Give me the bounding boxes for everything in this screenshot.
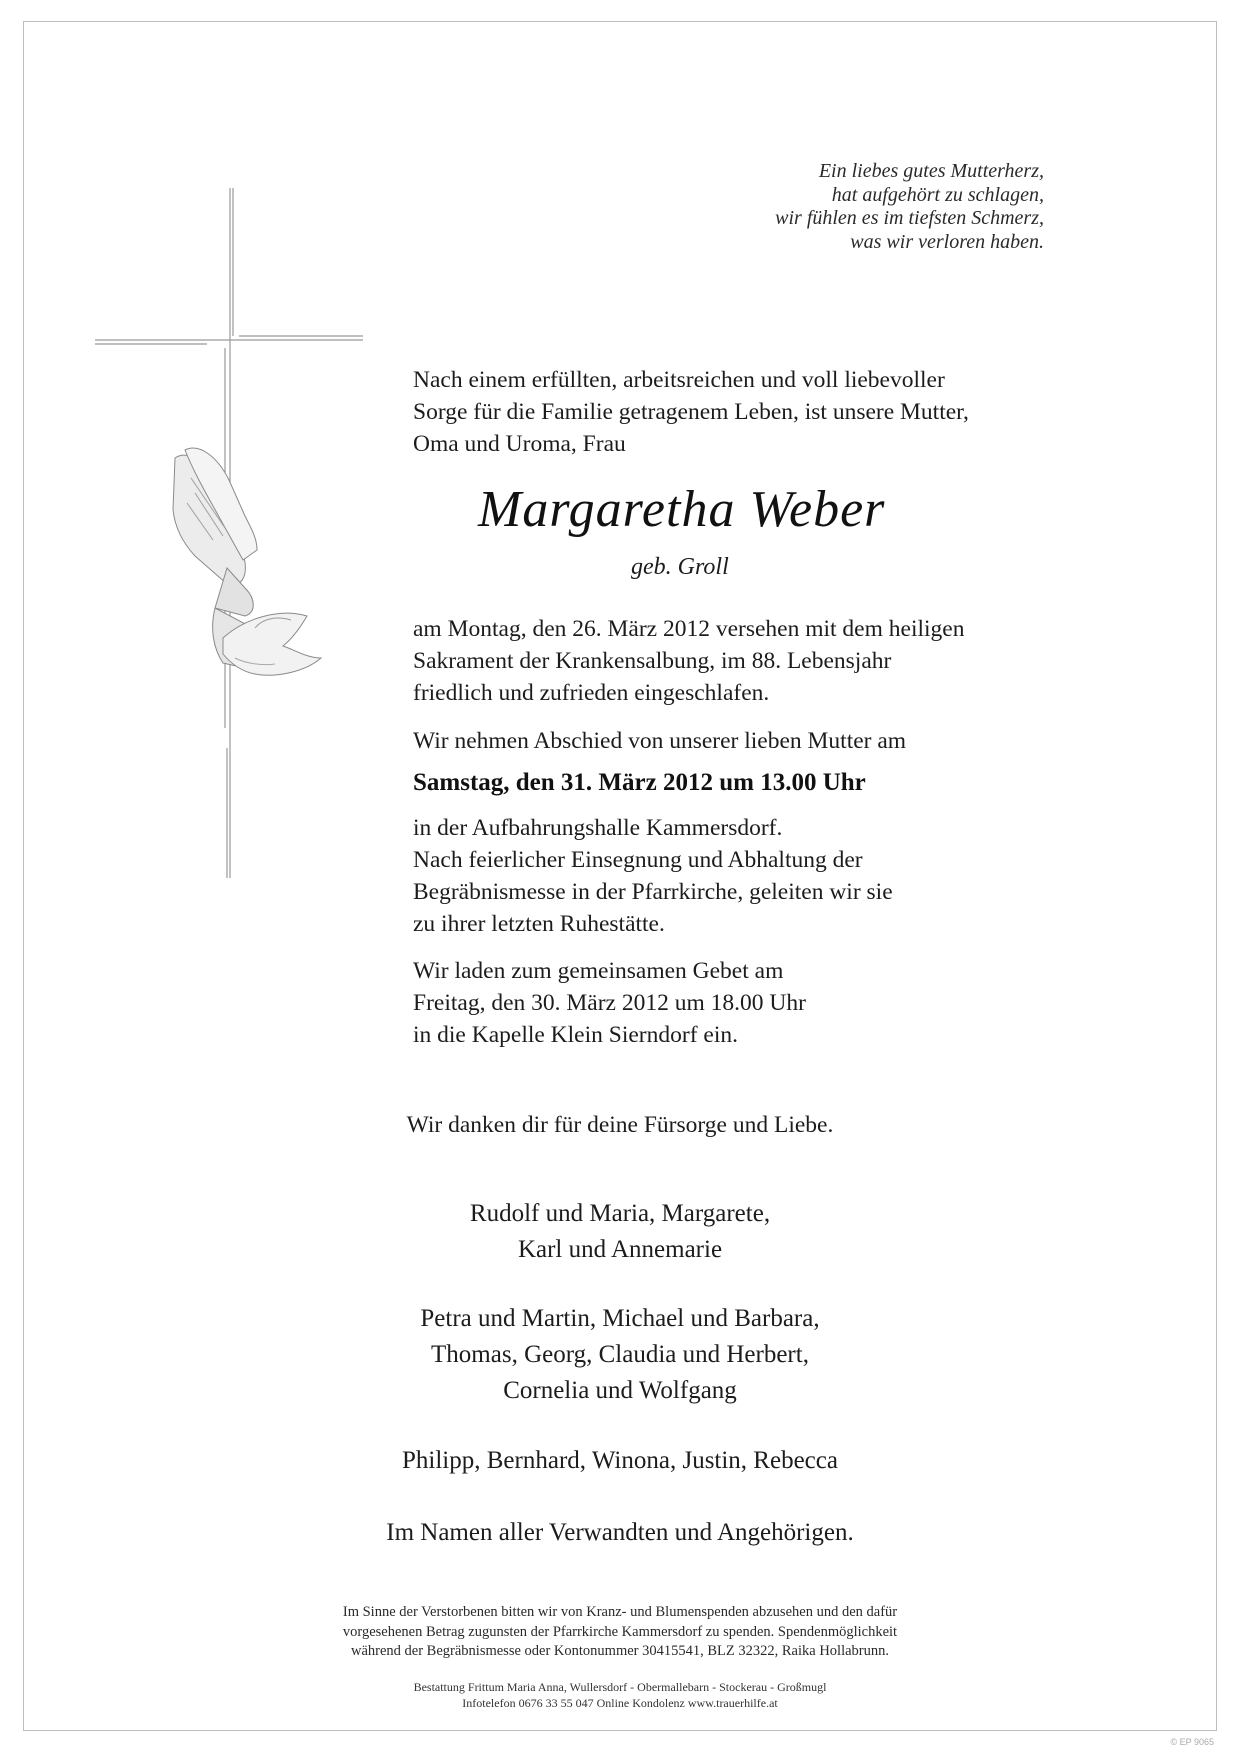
mourner-line: Philipp, Bernhard, Winona, Justin, Rebecca: [402, 1447, 838, 1474]
prayer-line: Freitag, den 30. März 2012 um 18.00 Uhr: [413, 990, 806, 1016]
poem-line: was wir verloren haben.: [850, 230, 1044, 253]
ceremony-line: Begräbnismesse in der Pfarrkirche, geleiten wir sie: [413, 879, 893, 905]
poem: [775, 160, 1044, 254]
closing-line: Im Namen aller Verwandten und Angehörigen.: [386, 1519, 854, 1546]
mourners-children: [0, 1196, 1240, 1268]
memorial-emblem: [95, 188, 375, 893]
death-notice-line: am Montag, den 26. März 2012 versehen mit dem heiligen: [413, 616, 965, 642]
death-notice-line: Sakrament der Krankensalbung, im 88. Lebensjahr: [413, 648, 892, 674]
mourner-line: Rudolf und Maria, Margarete,: [469, 1200, 771, 1227]
farewell-intro: [413, 725, 906, 757]
donation-line: während der Begräbnismesse oder Kontonummer 30415541, BLZ 32322, Raika Hollabrunn.: [350, 1643, 889, 1659]
donation-notice: [0, 1603, 1240, 1662]
death-notice-line: friedlich und zufrieden eingeschlafen.: [413, 680, 770, 706]
donation-line: vorgesehenen Betrag zugunsten der Pfarrkirche Kammersdorf zu spenden. Spendenmöglichkeit: [342, 1623, 898, 1640]
footer-line: Bestattung Frittum Maria Anna, Wullersdorf - Obermallebarn - Stockerau - Großmugl: [413, 1680, 827, 1694]
ceremony-line: in der Aufbahrungshalle Kammersdorf.: [413, 815, 783, 841]
funeral-home-footer: [0, 1679, 1240, 1711]
poem-line: Ein liebes gutes Mutterherz,: [818, 160, 1044, 182]
intro-text: [413, 364, 969, 460]
mourner-line: Thomas, Georg, Claudia und Herbert,: [431, 1341, 809, 1368]
donation-line: Im Sinne der Verstorbenen bitten wir von Kranz- und Blumenspenden abzusehen und den dafür: [342, 1604, 898, 1620]
poem-line: wir fühlen es im tiefsten Schmerz,: [775, 207, 1044, 229]
death-notice: [413, 613, 964, 709]
deceased-name: Margaretha Weber: [478, 481, 886, 538]
mourners-great-grandchildren: [0, 1443, 1240, 1479]
ceremony-details: [413, 812, 893, 940]
intro-line: Oma und Uroma, Frau: [413, 431, 626, 457]
mourners-grandchildren: [0, 1301, 1240, 1409]
prayer-invitation: [413, 955, 806, 1051]
prayer-line: in die Kapelle Klein Sierndorf ein.: [413, 1022, 738, 1048]
footer-line: Infotelefon 0676 33 55 047 Online Kondolenz www.trauerhilfe.at: [462, 1696, 778, 1710]
prayer-line: Wir laden zum gemeinsamen Gebet am: [413, 958, 784, 984]
mourner-line: Cornelia und Wolfgang: [503, 1377, 737, 1404]
catalog-code: © EP 9065: [1170, 1737, 1214, 1747]
mourner-line: Petra und Martin, Michael und Barbara,: [420, 1305, 820, 1332]
mourner-line: Karl und Annemarie: [517, 1236, 723, 1263]
farewell-intro-line: Wir nehmen Abschied von unserer lieben Mutter am: [413, 728, 907, 754]
maiden-name: geb. Groll: [631, 554, 729, 580]
thanks-line: Wir danken dir für deine Fürsorge und Liebe.: [406, 1112, 834, 1138]
intro-line: Sorge für die Familie getragenem Leben, ist unsere Mutter,: [413, 399, 969, 425]
intro-line: Nach einem erfüllten, arbeitsreichen und voll liebevoller: [413, 367, 945, 393]
ceremony-line: Nach feierlicher Einsegnung und Abhaltung der: [413, 847, 863, 873]
ceremony-line: zu ihrer letzten Ruhestätte.: [413, 911, 665, 937]
poem-line: hat aufgehört zu schlagen,: [831, 183, 1044, 206]
funeral-date: Samstag, den 31. März 2012 um 13.00 Uhr: [413, 769, 866, 796]
